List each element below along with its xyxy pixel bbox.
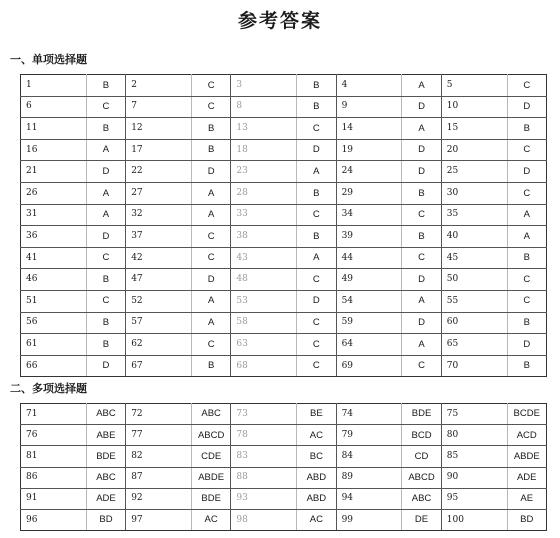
question-number: 51 bbox=[21, 290, 87, 312]
table-row bbox=[21, 425, 547, 446]
answer-cell: B bbox=[507, 118, 547, 140]
answer-cell: D bbox=[86, 161, 125, 183]
question-number: 56 bbox=[21, 312, 87, 334]
answer-cell: BD bbox=[86, 509, 125, 530]
question-number: 92 bbox=[126, 488, 192, 509]
answer-cell: B bbox=[297, 182, 336, 204]
question-number: 13 bbox=[231, 118, 297, 140]
question-number: 77 bbox=[126, 425, 192, 446]
question-number: 26 bbox=[21, 182, 87, 204]
question-number: 49 bbox=[336, 269, 402, 291]
question-number: 53 bbox=[231, 290, 297, 312]
answer-cell: A bbox=[297, 161, 336, 183]
answer-cell: AC bbox=[191, 509, 230, 530]
question-number: 2 bbox=[126, 75, 192, 97]
answer-cell: C bbox=[86, 96, 125, 118]
question-number: 36 bbox=[21, 226, 87, 248]
answer-cell: B bbox=[402, 226, 441, 248]
question-number: 97 bbox=[126, 509, 192, 530]
answer-cell: C bbox=[297, 355, 336, 377]
answer-cell: DE bbox=[402, 509, 441, 530]
question-number: 93 bbox=[231, 488, 297, 509]
answer-cell: ABCD bbox=[402, 467, 441, 488]
question-number: 24 bbox=[336, 161, 402, 183]
answer-cell: B bbox=[191, 118, 230, 140]
answer-cell: C bbox=[297, 204, 336, 226]
table-row bbox=[21, 290, 547, 312]
question-number: 91 bbox=[21, 488, 87, 509]
page-title: 参考答案 bbox=[237, 10, 322, 32]
answer-cell: C bbox=[297, 118, 336, 140]
answer-cell: D bbox=[402, 139, 441, 161]
answer-cell: ABC bbox=[86, 404, 125, 425]
answer-cell: C bbox=[507, 75, 547, 97]
question-number: 10 bbox=[441, 96, 507, 118]
question-number: 12 bbox=[126, 118, 192, 140]
answer-cell: A bbox=[191, 204, 230, 226]
answer-cell: D bbox=[191, 269, 230, 291]
single-choice-table-body bbox=[21, 75, 547, 377]
answer-cell: C bbox=[86, 290, 125, 312]
answer-cell: ABC bbox=[86, 467, 125, 488]
answer-cell: C bbox=[191, 334, 230, 356]
question-number: 16 bbox=[21, 139, 87, 161]
table-row bbox=[21, 139, 547, 161]
answer-cell: C bbox=[402, 247, 441, 269]
question-number: 83 bbox=[231, 446, 297, 467]
multiple-choice-table-body bbox=[21, 404, 547, 531]
answer-cell: C bbox=[86, 247, 125, 269]
answer-cell: C bbox=[507, 139, 547, 161]
answer-cell: C bbox=[191, 96, 230, 118]
question-number: 73 bbox=[231, 404, 297, 425]
table-row bbox=[21, 247, 547, 269]
answer-cell: ADE bbox=[507, 467, 547, 488]
question-number: 63 bbox=[231, 334, 297, 356]
question-number: 9 bbox=[336, 96, 402, 118]
question-number: 11 bbox=[21, 118, 87, 140]
answer-cell: B bbox=[507, 247, 547, 269]
question-number: 23 bbox=[231, 161, 297, 183]
answer-cell: D bbox=[507, 96, 547, 118]
question-number: 54 bbox=[336, 290, 402, 312]
question-number: 41 bbox=[21, 247, 87, 269]
answer-cell: BDE bbox=[402, 404, 441, 425]
question-number: 80 bbox=[441, 425, 507, 446]
answer-cell: BDE bbox=[86, 446, 125, 467]
answer-cell: D bbox=[191, 161, 230, 183]
answer-cell: C bbox=[191, 247, 230, 269]
answer-cell: CD bbox=[402, 446, 441, 467]
question-number: 61 bbox=[21, 334, 87, 356]
question-number: 14 bbox=[336, 118, 402, 140]
question-number: 74 bbox=[336, 404, 402, 425]
question-number: 44 bbox=[336, 247, 402, 269]
table-row bbox=[21, 509, 547, 530]
question-number: 37 bbox=[126, 226, 192, 248]
answer-cell: ABC bbox=[191, 404, 230, 425]
question-number: 67 bbox=[126, 355, 192, 377]
question-number: 68 bbox=[231, 355, 297, 377]
answer-cell: A bbox=[297, 247, 336, 269]
table-row bbox=[21, 269, 547, 291]
question-number: 40 bbox=[441, 226, 507, 248]
question-number: 27 bbox=[126, 182, 192, 204]
question-number: 31 bbox=[21, 204, 87, 226]
answer-cell: A bbox=[402, 118, 441, 140]
answer-cell: C bbox=[507, 182, 547, 204]
question-number: 76 bbox=[21, 425, 87, 446]
answer-cell: A bbox=[402, 75, 441, 97]
question-number: 75 bbox=[441, 404, 507, 425]
answer-cell: C bbox=[191, 75, 230, 97]
question-number: 88 bbox=[231, 467, 297, 488]
answer-cell: BE bbox=[297, 404, 336, 425]
answer-cell: BC bbox=[297, 446, 336, 467]
table-row bbox=[21, 467, 547, 488]
answer-cell: B bbox=[507, 312, 547, 334]
question-number: 81 bbox=[21, 446, 87, 467]
answer-cell: A bbox=[86, 182, 125, 204]
question-number: 98 bbox=[231, 509, 297, 530]
question-number: 3 bbox=[231, 75, 297, 97]
table-row bbox=[21, 312, 547, 334]
question-number: 64 bbox=[336, 334, 402, 356]
answer-cell: C bbox=[297, 269, 336, 291]
question-number: 62 bbox=[126, 334, 192, 356]
question-number: 52 bbox=[126, 290, 192, 312]
question-number: 79 bbox=[336, 425, 402, 446]
table-row bbox=[21, 96, 547, 118]
question-number: 46 bbox=[21, 269, 87, 291]
answer-cell: D bbox=[402, 96, 441, 118]
answer-cell: C bbox=[402, 355, 441, 377]
question-number: 42 bbox=[126, 247, 192, 269]
question-number: 65 bbox=[441, 334, 507, 356]
answer-cell: D bbox=[86, 355, 125, 377]
answer-cell: B bbox=[86, 334, 125, 356]
answer-cell: AC bbox=[297, 425, 336, 446]
answer-cell: D bbox=[402, 161, 441, 183]
answer-cell: D bbox=[297, 290, 336, 312]
question-number: 38 bbox=[231, 226, 297, 248]
question-number: 55 bbox=[441, 290, 507, 312]
answer-cell: A bbox=[191, 312, 230, 334]
single-choice-answer-table bbox=[20, 74, 547, 377]
answer-cell: B bbox=[297, 75, 336, 97]
table-row bbox=[21, 334, 547, 356]
answer-cell: B bbox=[86, 75, 125, 97]
question-number: 18 bbox=[231, 139, 297, 161]
answer-cell: D bbox=[402, 269, 441, 291]
answer-cell: D bbox=[507, 334, 547, 356]
question-number: 35 bbox=[441, 204, 507, 226]
question-number: 8 bbox=[231, 96, 297, 118]
answer-cell: ABCD bbox=[191, 425, 230, 446]
table-row bbox=[21, 204, 547, 226]
answer-cell: A bbox=[191, 290, 230, 312]
answer-cell: D bbox=[507, 161, 547, 183]
table-row bbox=[21, 226, 547, 248]
question-number: 25 bbox=[441, 161, 507, 183]
answer-cell: ABE bbox=[86, 425, 125, 446]
answer-cell: ABC bbox=[402, 488, 441, 509]
answer-cell: B bbox=[297, 226, 336, 248]
multiple-choice-answer-table bbox=[20, 403, 547, 531]
answer-cell: ADE bbox=[86, 488, 125, 509]
answer-cell: A bbox=[402, 334, 441, 356]
answer-cell: BD bbox=[507, 509, 547, 530]
answer-cell: B bbox=[402, 182, 441, 204]
answer-cell: B bbox=[191, 355, 230, 377]
answer-cell: C bbox=[297, 312, 336, 334]
answer-cell: A bbox=[86, 139, 125, 161]
answer-cell: C bbox=[297, 334, 336, 356]
question-number: 100 bbox=[441, 509, 507, 530]
answer-cell: AC bbox=[297, 509, 336, 530]
question-number: 66 bbox=[21, 355, 87, 377]
answer-cell: B bbox=[86, 269, 125, 291]
answer-cell: B bbox=[86, 118, 125, 140]
answer-cell: C bbox=[402, 204, 441, 226]
question-number: 59 bbox=[336, 312, 402, 334]
question-number: 57 bbox=[126, 312, 192, 334]
question-number: 71 bbox=[21, 404, 87, 425]
question-number: 95 bbox=[441, 488, 507, 509]
answer-cell: ACD bbox=[507, 425, 547, 446]
answer-cell: BDE bbox=[191, 488, 230, 509]
answer-cell: BCD bbox=[402, 425, 441, 446]
answer-cell: A bbox=[507, 226, 547, 248]
question-number: 4 bbox=[336, 75, 402, 97]
question-number: 99 bbox=[336, 509, 402, 530]
question-number: 86 bbox=[21, 467, 87, 488]
table-row bbox=[21, 404, 547, 425]
question-number: 7 bbox=[126, 96, 192, 118]
answer-cell: C bbox=[507, 269, 547, 291]
table-row bbox=[21, 161, 547, 183]
answer-cell: ABDE bbox=[507, 446, 547, 467]
answer-cell: A bbox=[402, 290, 441, 312]
question-number: 29 bbox=[336, 182, 402, 204]
question-number: 28 bbox=[231, 182, 297, 204]
question-number: 94 bbox=[336, 488, 402, 509]
table-row bbox=[21, 355, 547, 377]
answer-cell: D bbox=[86, 226, 125, 248]
question-number: 47 bbox=[126, 269, 192, 291]
table-row bbox=[21, 75, 547, 97]
question-number: 89 bbox=[336, 467, 402, 488]
table-row bbox=[21, 182, 547, 204]
table-row bbox=[21, 446, 547, 467]
question-number: 1 bbox=[21, 75, 87, 97]
answer-cell: C bbox=[191, 226, 230, 248]
question-number: 33 bbox=[231, 204, 297, 226]
answer-cell: A bbox=[507, 204, 547, 226]
question-number: 34 bbox=[336, 204, 402, 226]
table-row bbox=[21, 488, 547, 509]
answer-cell: A bbox=[86, 204, 125, 226]
question-number: 39 bbox=[336, 226, 402, 248]
table-row bbox=[21, 118, 547, 140]
question-number: 78 bbox=[231, 425, 297, 446]
question-number: 6 bbox=[21, 96, 87, 118]
answer-cell: B bbox=[86, 312, 125, 334]
question-number: 22 bbox=[126, 161, 192, 183]
answer-cell: B bbox=[507, 355, 547, 377]
question-number: 90 bbox=[441, 467, 507, 488]
question-number: 48 bbox=[231, 269, 297, 291]
question-number: 85 bbox=[441, 446, 507, 467]
question-number: 5 bbox=[441, 75, 507, 97]
question-number: 84 bbox=[336, 446, 402, 467]
answer-cell: B bbox=[191, 139, 230, 161]
answer-cell: CDE bbox=[191, 446, 230, 467]
question-number: 19 bbox=[336, 139, 402, 161]
question-number: 58 bbox=[231, 312, 297, 334]
question-number: 21 bbox=[21, 161, 87, 183]
answer-cell: ABDE bbox=[191, 467, 230, 488]
section-heading-single-choice: 一、单项选择题 bbox=[10, 53, 87, 66]
question-number: 60 bbox=[441, 312, 507, 334]
answer-cell: B bbox=[297, 96, 336, 118]
answer-cell: D bbox=[402, 312, 441, 334]
question-number: 30 bbox=[441, 182, 507, 204]
question-number: 87 bbox=[126, 467, 192, 488]
answer-cell: C bbox=[507, 290, 547, 312]
section-heading-multiple-choice: 二、多项选择题 bbox=[10, 382, 87, 395]
answer-cell: ABD bbox=[297, 488, 336, 509]
question-number: 72 bbox=[126, 404, 192, 425]
question-number: 96 bbox=[21, 509, 87, 530]
question-number: 69 bbox=[336, 355, 402, 377]
question-number: 45 bbox=[441, 247, 507, 269]
question-number: 32 bbox=[126, 204, 192, 226]
answer-cell: D bbox=[297, 139, 336, 161]
question-number: 17 bbox=[126, 139, 192, 161]
question-number: 20 bbox=[441, 139, 507, 161]
question-number: 70 bbox=[441, 355, 507, 377]
answer-cell: BCDE bbox=[507, 404, 547, 425]
answer-cell: A bbox=[191, 182, 230, 204]
question-number: 43 bbox=[231, 247, 297, 269]
question-number: 50 bbox=[441, 269, 507, 291]
question-number: 82 bbox=[126, 446, 192, 467]
answer-cell: ABD bbox=[297, 467, 336, 488]
answer-cell: AE bbox=[507, 488, 547, 509]
question-number: 15 bbox=[441, 118, 507, 140]
